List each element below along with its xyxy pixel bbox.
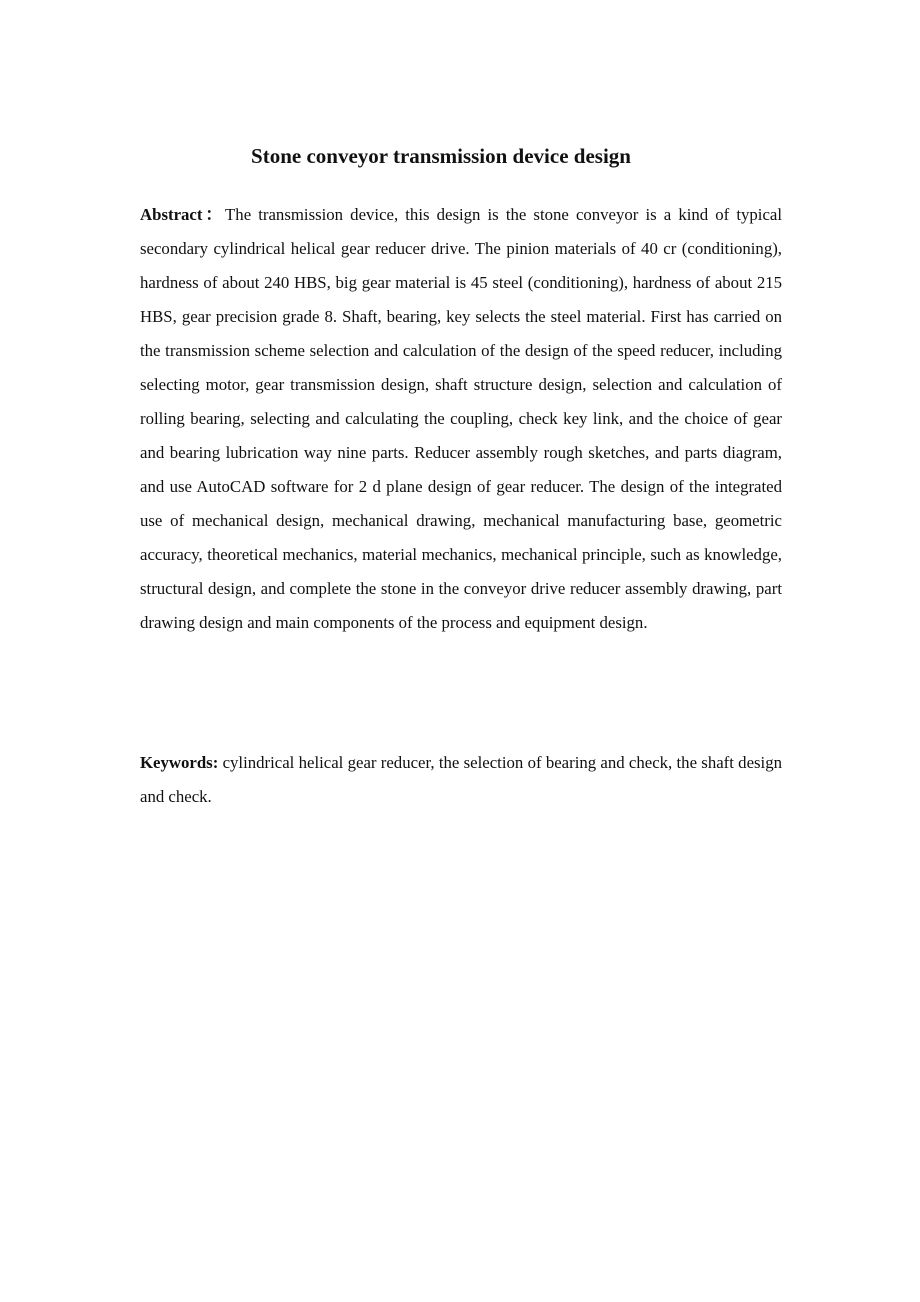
document-title: Stone conveyor transmission device design [251, 144, 631, 168]
abstract-text: The transmission device, this design is the stone conveyor is a kind of typical secondary cylindrical helical gear reducer drive. The pinion materials of 40 cr (conditioning), hardness of about 240 HBS, big gear material is 45 steel (conditioning), hardness of about 215 HBS, gear precision grade 8. Shaft, bearing, key selects the steel material. First has carried on the transmission scheme selection and calculation of the design of the speed reducer, including selecting motor, gear transmission design, shaft structure design, selection and calculation of rolling bearing, selecting and calculating the coupling, check key link, and the choice of gear and bearing lubrication way nine parts. Reducer assembly rough sketches, and parts diagram, and use AutoCAD software for 2 d plane design of gear reducer. The design of the integrated use of mechanical design, mechanical drawing, mechanical manufacturing base, geometric accuracy, theoretical mechanics, material mechanics, mechanical principle, such as knowledge, structural design, and complete the stone in the conveyor drive reducer assembly drawing, part drawing design and main components of the process and equipment design. [140, 205, 783, 632]
keywords-label: Keywords: [140, 753, 219, 772]
abstract-paragraph [140, 198, 782, 640]
abstract-label: Abstract： [140, 205, 226, 224]
keywords-text: cylindrical helical gear reducer, the selection of bearing and check, the shaft design and check. [140, 753, 782, 806]
keywords-paragraph [140, 746, 782, 814]
